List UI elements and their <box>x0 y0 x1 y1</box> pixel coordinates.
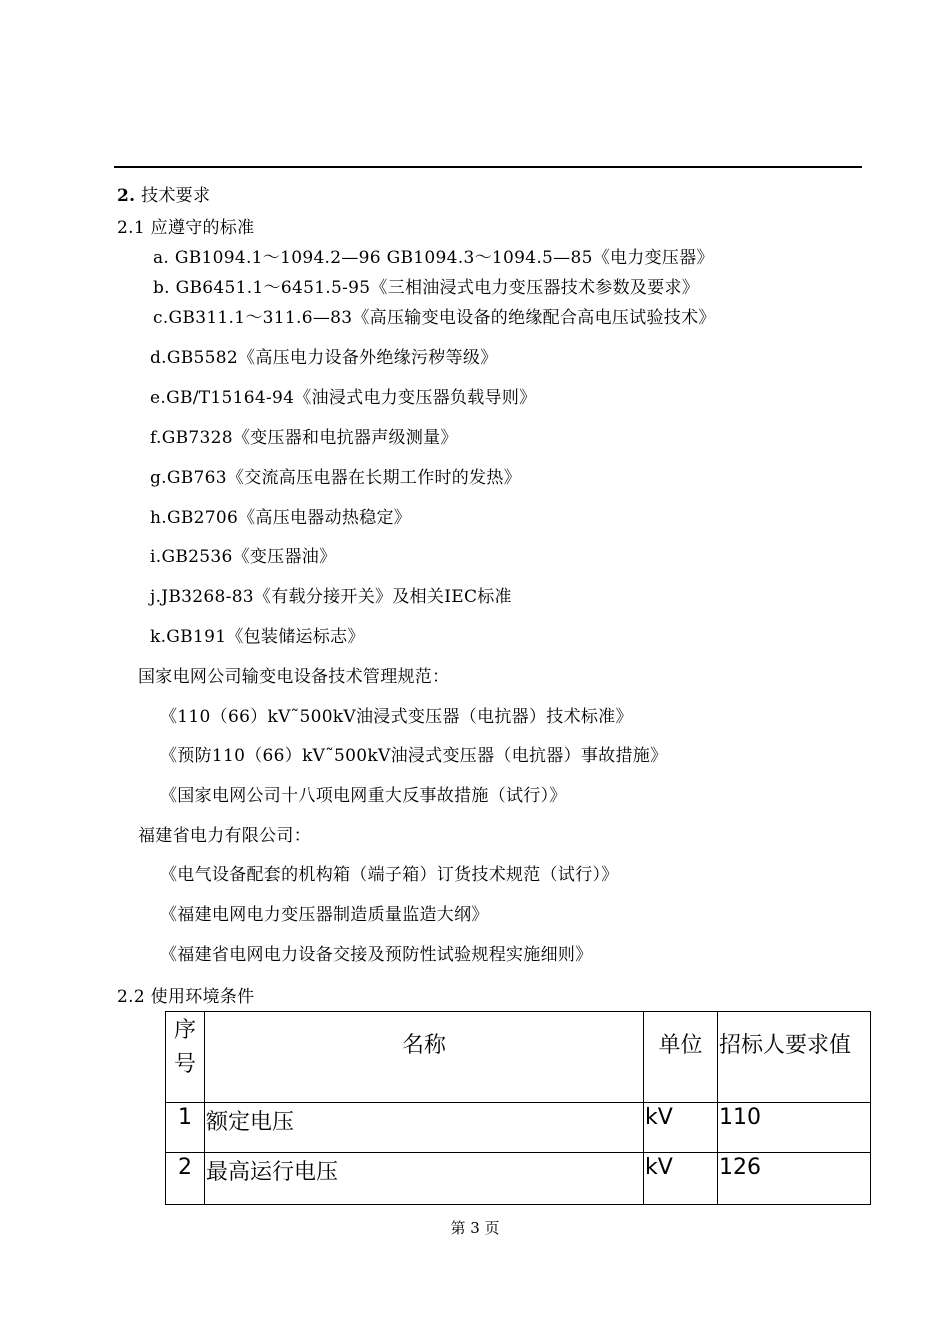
standard-item: d.GB5582《高压电力设备外绝缘污秽等级》 <box>150 348 498 368</box>
section-title: 技术要求 <box>141 186 211 206</box>
section-number: 2. <box>117 186 136 206</box>
table-row <box>166 1103 871 1153</box>
standard-item: f.GB7328《变压器和电抗器声级测量》 <box>150 428 458 448</box>
environment-table <box>165 1011 871 1205</box>
fujian-heading: 福建省电力有限公司： <box>138 826 311 846</box>
sgcc-item: 《预防110（66）kV˜500kV油浸式变压器（电抗器）事故措施》 <box>160 746 668 766</box>
table-cell: 额定电压 <box>205 1103 644 1153</box>
subsection-number: 2.1 <box>117 218 145 238</box>
header-cell: 名称 <box>205 1012 644 1103</box>
section-heading <box>117 185 210 207</box>
table-row <box>166 1153 871 1205</box>
subsection-heading-2-2 <box>117 986 254 1008</box>
standard-item: i.GB2536《变压器油》 <box>150 547 337 567</box>
subsection-title: 应遵守的标准 <box>150 218 255 238</box>
standard-item: e.GB/T15164-94《油浸式电力变压器负载导则》 <box>150 388 537 408</box>
page-number: 第 3 页 <box>450 1219 500 1237</box>
header-cell: 单位 <box>644 1012 718 1103</box>
table-cell: 2 <box>166 1153 205 1205</box>
header-rule <box>114 166 862 168</box>
table-cell: 1 <box>166 1103 205 1153</box>
standard-item: j.JB3268-83《有载分接开关》及相关IEC标准 <box>150 587 512 607</box>
table-header-row <box>166 1012 871 1103</box>
sgcc-heading: 国家电网公司输变电设备技术管理规范： <box>138 667 450 687</box>
standard-item: h.GB2706《高压电器动热稳定》 <box>150 508 412 528</box>
subsection-heading-2-1 <box>117 217 254 239</box>
standard-item: c.GB311.1～311.6—83《高压输变电设备的绝缘配合高电压试验技术》 <box>153 308 716 328</box>
standard-item: b. GB6451.1～6451.5-95《三相油浸式电力变压器技术参数及要求》 <box>153 278 700 298</box>
table-cell: 110 <box>718 1103 871 1153</box>
standard-item: k.GB191《包装储运标志》 <box>150 627 365 647</box>
sgcc-item: 《110（66）kV˜500kV油浸式变压器（电抗器）技术标准》 <box>160 707 633 727</box>
table-cell: kV <box>644 1103 718 1153</box>
sgcc-item: 《国家电网公司十八项电网重大反事故措施（试行）》 <box>160 786 567 806</box>
standard-item: a. GB1094.1～1094.2—96 GB1094.3～1094.5—85《电力变压器》 <box>153 248 714 268</box>
fujian-item: 《电气设备配套的机构箱（端子箱）订货技术规范（试行）》 <box>160 865 619 885</box>
fujian-item: 《福建省电网电力设备交接及预防性试验规程实施细则》 <box>160 945 593 965</box>
table-cell: 126 <box>718 1153 871 1205</box>
header-cell: 序号 <box>166 1012 205 1103</box>
subsection-number: 2.2 <box>117 987 145 1007</box>
header-cell: 招标人要求值 <box>718 1012 871 1103</box>
fujian-item: 《福建电网电力变压器制造质量监造大纲》 <box>160 905 489 925</box>
standard-item: g.GB763《交流高压电器在长期工作时的发热》 <box>150 468 522 488</box>
table-cell: 最高运行电压 <box>205 1153 644 1205</box>
table-cell: kV <box>644 1153 718 1205</box>
subsection-title: 使用环境条件 <box>150 987 255 1007</box>
